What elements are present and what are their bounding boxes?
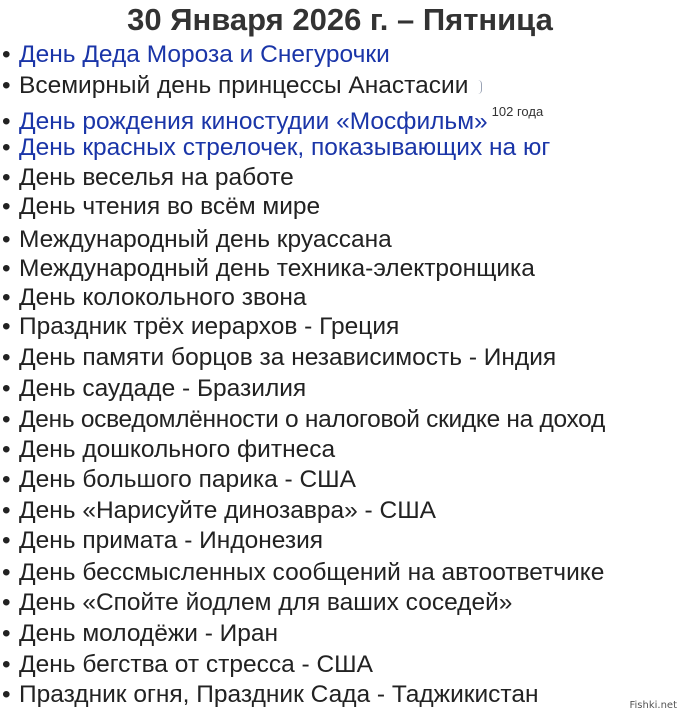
list-item[interactable] xyxy=(2,133,550,163)
list-item xyxy=(2,374,306,404)
holiday-text: Праздник огня, Праздник Сада - Таджикистан xyxy=(19,681,539,708)
list-item xyxy=(2,526,323,556)
holiday-link[interactable]: День Деда Мороза и Снегурочки xyxy=(19,41,390,68)
bullet: • xyxy=(2,108,11,136)
bullet: • xyxy=(2,164,11,191)
holiday-text: День бессмысленных сообщений на автоответчике xyxy=(19,559,605,586)
list-item xyxy=(2,588,512,618)
list-item xyxy=(2,71,482,101)
bullet: • xyxy=(2,72,11,99)
list-item xyxy=(2,254,535,284)
list-item xyxy=(2,163,294,193)
bullet: • xyxy=(2,589,11,616)
holiday-text: День молодёжи - Иран xyxy=(19,620,279,647)
list-item xyxy=(2,225,392,255)
bullet: • xyxy=(2,226,11,253)
list-item xyxy=(2,558,604,588)
bullet: • xyxy=(2,284,11,311)
holiday-text: День примата - Индонезия xyxy=(19,527,324,554)
holiday-text: День «Спойте йодлем для ваших соседей» xyxy=(19,589,513,616)
bullet: • xyxy=(2,255,11,282)
list-item xyxy=(2,405,605,435)
bullet: • xyxy=(2,681,11,708)
list-item xyxy=(2,650,373,680)
bullet: • xyxy=(2,527,11,554)
holiday-text: Всемирный день принцессы Анастасии xyxy=(19,72,469,99)
list-item xyxy=(2,312,399,342)
holiday-text: День «Нарисуйте динозавра» - США xyxy=(19,497,437,524)
list-item xyxy=(2,343,556,373)
holiday-text: Праздник трёх иерархов - Греция xyxy=(19,313,400,340)
bullet: • xyxy=(2,406,11,433)
holiday-text: День дошкольного фитнеса xyxy=(19,436,336,463)
holiday-text: Международный день техника-электронщика xyxy=(19,255,535,282)
bullet: • xyxy=(2,313,11,340)
list-item xyxy=(2,496,436,526)
holiday-text: День колокольного звона xyxy=(19,284,307,311)
holiday-text: День осведомлённости о налоговой скидке на доход xyxy=(19,406,605,433)
list-item[interactable] xyxy=(2,40,390,70)
list-item xyxy=(2,435,335,465)
bullet: • xyxy=(2,497,11,524)
holiday-text: День чтения во всём мире xyxy=(19,193,321,220)
list-item xyxy=(2,465,356,495)
list-item[interactable] xyxy=(2,101,543,137)
bullet: • xyxy=(2,559,11,586)
partial-icon xyxy=(478,80,482,94)
list-item xyxy=(2,680,539,710)
bullet: • xyxy=(2,375,11,402)
bullet: • xyxy=(2,41,11,68)
list-item xyxy=(2,619,278,649)
holiday-text: День саудаде - Бразилия xyxy=(19,375,307,402)
bullet: • xyxy=(2,620,11,647)
page-title: 30 Января 2026 г. – Пятница xyxy=(127,2,553,37)
holiday-text: Международный день круассана xyxy=(19,226,392,253)
watermark: Fishki.net xyxy=(629,700,677,711)
bullet: • xyxy=(2,651,11,678)
holiday-text: День памяти борцов за независимость - Индия xyxy=(19,344,557,371)
bullet: • xyxy=(2,436,11,463)
list-item xyxy=(2,192,320,222)
list-item xyxy=(2,283,306,313)
holiday-link[interactable]: День рождения киностудии «Мосфильм» xyxy=(19,108,488,136)
holiday-text: День бегства от стресса - США xyxy=(19,651,373,678)
bullet: • xyxy=(2,193,11,220)
holiday-link[interactable]: День красных стрелочек, показывающих на юг xyxy=(19,134,551,161)
bullet: • xyxy=(2,134,11,161)
bullet: • xyxy=(2,344,11,371)
holiday-text: День большого парика - США xyxy=(19,466,356,493)
bullet: • xyxy=(2,466,11,493)
holiday-text: День веселья на работе xyxy=(19,164,294,191)
anniversary-note: 102 года xyxy=(491,104,544,119)
